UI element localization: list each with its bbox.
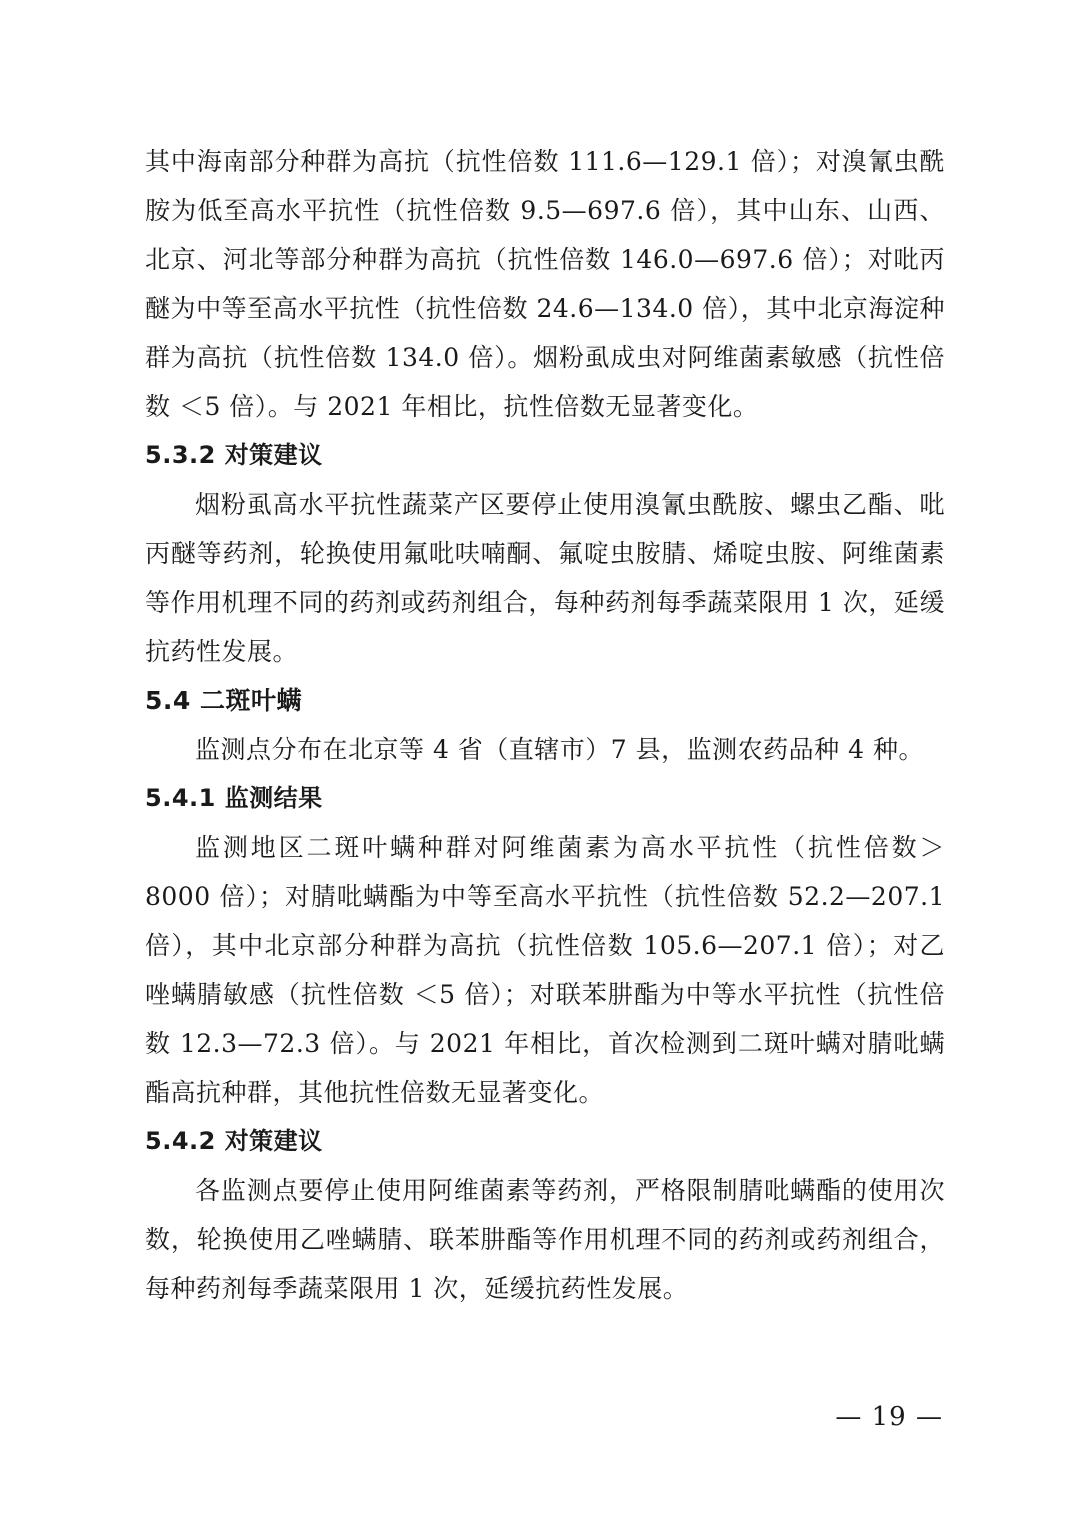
heading-5-4-1: 5.4.1 监测结果 [145,784,323,812]
heading-5-3-2: 5.3.2 对策建议 [145,441,323,469]
paragraph-5-3-2: 烟粉虱高水平抗性蔬菜产区要停止使用溴氰虫酰胺、螺虫乙酯、吡丙醚等药剂，轮换使用氟吡呋喃酮、氟啶虫胺腈、烯啶虫胺、阿维菌素等作用机理不同的药剂或药剂组合，每种药剂每季蔬菜限用 1 次，延缓抗药性发展。 [145,490,945,666]
document-body [145,137,945,1313]
paragraph-5-4-2: 各监测点要停止使用阿维菌素等药剂，严格限制腈吡螨酯的使用次数，轮换使用乙唑螨腈、联苯肼酯等作用机理不同的药剂或药剂组合，每种药剂每季蔬菜限用 1 次，延缓抗药性发展。 [145,1176,945,1303]
heading-5-4-2: 5.4.2 对策建议 [145,1127,323,1155]
paragraph-5-4-1: 监测地区二斑叶螨种群对阿维菌素为高水平抗性（抗性倍数＞8000 倍）；对腈吡螨酯为中等至高水平抗性（抗性倍数 52.2—207.1 倍），其中北京部分种群为高抗（抗性倍数 105.6—207.1 倍）；对乙唑螨腈敏感（抗性倍数 ＜5 倍）；对联苯肼酯为中等水平抗性（抗性倍数 12.3—72.3 倍）。与 2021 年相比，首次检测到二斑叶螨对腈吡螨酯高抗种群，其他抗性倍数无显著变化。 [145,833,945,1107]
paragraph-5-4: 监测点分布在北京等 4 省（直辖市）7 县，监测农药品种 4 种。 [195,735,924,764]
paragraph-continued: 其中海南部分种群为高抗（抗性倍数 111.6—129.1 倍）；对溴氰虫酰胺为低至高水平抗性（抗性倍数 9.5—697.6 倍），其中山东、山西、北京、河北等部分种群为高抗（抗性倍数 146.0—697.6 倍）；对吡丙醚为中等至高水平抗性（抗性倍数 24.6—134.0 倍），其中北京海淀种群为高抗（抗性倍数 134.0 倍）。烟粉虱成虫对阿维菌素敏感（抗性倍数 ＜5 倍）。与 2021 年相比，抗性倍数无显著变化。 [145,147,945,421]
page-number: — 19 — [835,1402,943,1432]
heading-5-4: 5.4 二斑叶螨 [145,686,302,715]
